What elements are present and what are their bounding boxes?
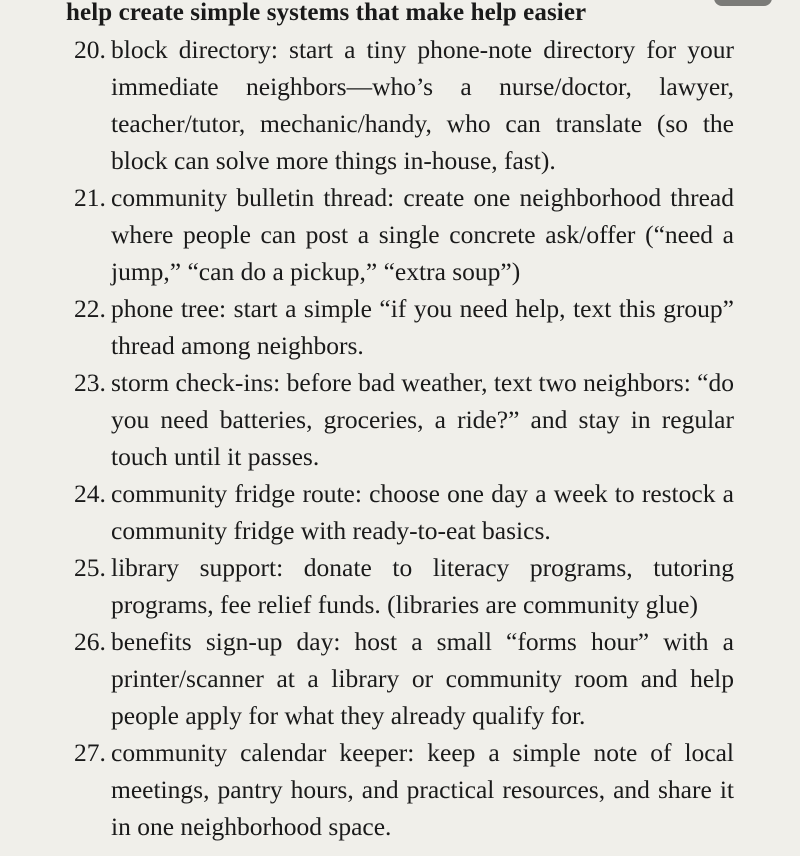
item-text: storm check-ins: before bad weather, text two neighbors: “do you need batteries, groceries, a ride?” and stay in regular touch until it passes. (111, 368, 734, 471)
item-text: community calendar keeper: keep a simple note of local meetings, pantry hours, and practical resources, and share it in one neighborhood space. (111, 738, 734, 841)
list-item (0, 734, 734, 845)
item-number: 21. (74, 183, 106, 212)
item-text: benefits sign-up day: host a small “forms hour” with a printer/scanner at a library or community room and help people apply for what they already qualify for. (111, 627, 734, 730)
list-item (0, 31, 734, 179)
item-text: library support: donate to literacy programs, tutoring programs, fee relief funds. (libraries are community glue) (111, 553, 734, 619)
list-item (0, 623, 734, 734)
list-item (0, 475, 734, 549)
item-number: 22. (74, 294, 106, 323)
list-item (0, 549, 734, 623)
scroll-indicator[interactable] (714, 0, 772, 6)
tips-list (0, 31, 800, 845)
item-number: 24. (74, 479, 106, 508)
item-text: block directory: start a tiny phone-note directory for your immediate neighbors—who’s a nurse/doctor, lawyer, teacher/tutor, mechanic/handy, who can translate (so the block can solve more things in-house, fast). (111, 35, 734, 175)
item-text: community bulletin thread: create one neighborhood thread where people can post a single concrete ask/offer (“need a jump,” “can do a pickup,” “extra soup”) (111, 183, 734, 286)
list-item (0, 290, 734, 364)
section-heading: help create simple systems that make help easier (66, 0, 587, 26)
item-text: community fridge route: choose one day a week to restock a community fridge with ready-to-eat basics. (111, 479, 734, 545)
item-number: 27. (74, 738, 106, 767)
item-number: 25. (74, 553, 106, 582)
list-item (0, 179, 734, 290)
item-number: 26. (74, 627, 106, 656)
item-number: 20. (74, 35, 106, 64)
list-item (0, 364, 734, 475)
item-number: 23. (74, 368, 106, 397)
item-text: phone tree: start a simple “if you need help, text this group” thread among neighbors. (111, 294, 734, 360)
